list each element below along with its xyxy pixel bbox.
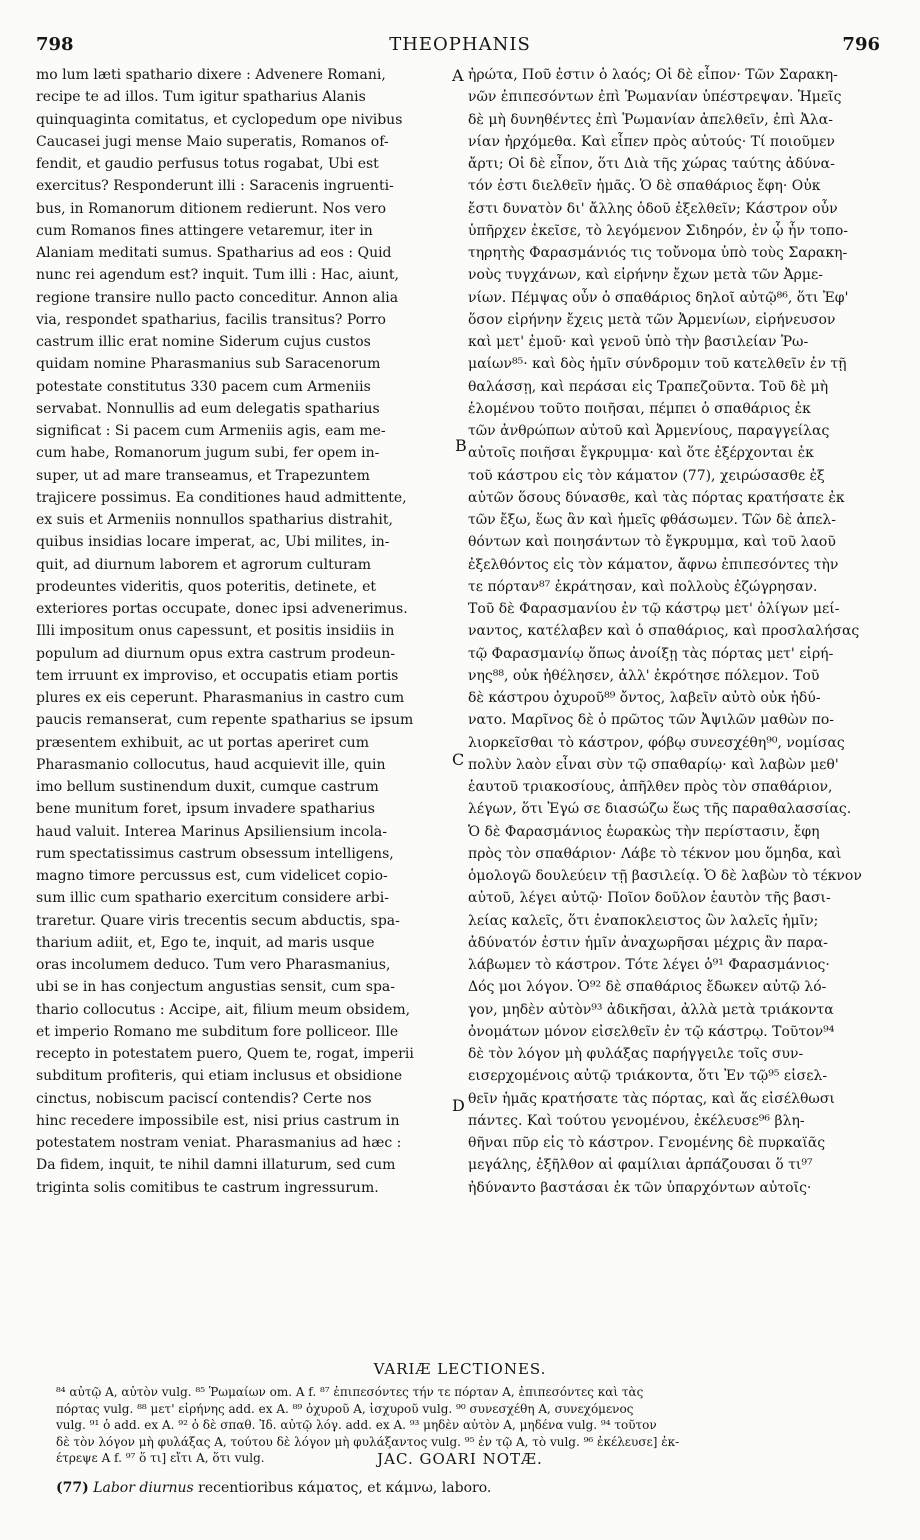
section-marker-a: A xyxy=(452,66,464,85)
latin-text-line: servabat. Nonnullis ad eum delegatis spatharius xyxy=(36,400,380,417)
greek-text-line: Ὁ δὲ Φαρασμάνιος ἑωρακὼς τὴν περίστασιν, ἔφη xyxy=(468,823,820,840)
greek-text-line: τῷ Φαρασμανίῳ ὅπως ἀνοίξῃ τὰς πόρτας μετ' εἰρή- xyxy=(468,645,834,662)
latin-text-line: tem irruunt ex improviso, et occupatis etiam portis xyxy=(36,667,399,684)
latin-text-line: regione transire nullo pacto conceditur. Annon alia xyxy=(36,289,399,306)
greek-text-line: ἠρώτα, Ποῦ ἐστιν ὁ λαός; Οἱ δὲ εἶπον· Τῶν Σαρακη- xyxy=(468,67,838,83)
greek-text-line: Δός μοι λόγον. Ὁ⁹² δὲ σπαθάριος ἔδωκεν αὐτῷ λό- xyxy=(468,979,827,996)
latin-text-line: Pharasmanio collocutus, haud acquievit ille, quin xyxy=(36,756,386,773)
greek-text-line: τῶν ἀνθρώπων αὐτοῦ καὶ Ἀρμενίους, παραγγείλας xyxy=(468,423,830,439)
variant-line: έτρεψε A f. ⁹⁷ ὅ τι] εἴτι A, ὅτι vulg. xyxy=(56,1451,265,1465)
section-marker-c: C xyxy=(452,750,465,769)
latin-text-line: super, ut ad mare transeamus, et Trapezuntem xyxy=(36,467,370,484)
greek-text-line: ἀδύνατόν ἐστιν ἡμῖν ἀναχωρῆσαι μέχρις ἂν παρα- xyxy=(468,934,828,951)
latin-text-line: quibus insidias locare imperat, ac, Ubi milites, in- xyxy=(36,534,390,551)
latin-text-line: fendit, et gaudio perfusus totus rogabat, Ubi est xyxy=(36,156,379,172)
latin-text-line: recepto in potestatem puero, Quem te, rogat, imperii xyxy=(36,1046,414,1062)
greek-text-line: λέγων, ὅτι Ἐγώ σε διασώζω ἕως τῆς παραθαλασσίας. xyxy=(468,801,852,818)
latin-text-line: mo lum læti spathario dixere : Advenere Romani, xyxy=(36,67,386,83)
greek-text-line: εισερχομένοις αὐτῷ τριάκοντα, ὅτι Ἐν τῷ⁹⁵ εἰσελ- xyxy=(468,1068,828,1085)
latin-text-line: quinquaginta comitatus, et cyclopedum ope nivibus xyxy=(36,111,403,128)
latin-text-line: cinctus, nobiscum paciscí contendis? Certe nos xyxy=(36,1090,372,1107)
greek-text-line: θαλάσσῃ, καὶ περάσαι εἰς Τραπεζοῦντα. Τοῦ δὲ μὴ xyxy=(468,378,829,395)
latin-text-line: quidam nomine Pharasmanius sub Saracenorum xyxy=(36,356,381,373)
greek-text-line: αὐτοῖς ποιῆσαι ἔγκρυμμα· καὶ ὅτε ἐξέρχονται ἐκ xyxy=(468,445,814,462)
greek-text-line: νης⁸⁸, οὐκ ἠθέλησεν, ἀλλ' ἐκρότησε πόλεμον. Τοῦ xyxy=(468,667,820,684)
latin-text-line: oras incolumem deduco. Tum vero Pharasmanius, xyxy=(36,957,391,973)
variant-line: δὲ τὸν λόγον μὴ φυλάξας A, τούτου δὲ λόγον μὴ φυλάξαντος vulg. ⁹⁵ ἐν τῷ A, τὸ vulg. ⁹⁶ ἐκέλευσε] ἐκ- xyxy=(56,1434,680,1449)
variant-line: vulg. ⁹¹ ὁ add. ex A. ⁹² ὁ δὲ σπαθ. Ἰδ. αὐτῷ λόγ. add. ex A. ⁹³ μηδὲν αὐτὸν A, μηδένα vulg. ⁹⁴ τοῦτον xyxy=(56,1418,657,1432)
greek-text-line: ὅσον εἰρήνην ἔχεις μετὰ τῶν Ἀρμενίων, εἰρήνευσον xyxy=(468,311,836,328)
latin-text-line: thario collocutus : Accipe, ait, filium meum obsidem, xyxy=(36,1001,411,1018)
latin-column xyxy=(36,64,448,1199)
latin-text-line: Illi impositum onus capessunt, et positis insidiis in xyxy=(36,623,395,640)
variant-line: ⁸⁴ αὐτῷ A, αὐτὸν vulg. ⁸⁵ Ῥωμαίων om. A f. ⁸⁷ ἐπιπεσόντες τήν τε πόρταν A, ἐπιπεσόντες καὶ τὰς xyxy=(56,1385,644,1399)
section-marker-b: B xyxy=(455,436,467,455)
greek-text-line: νοὺς τυγχάνων, καὶ εἰρήνην ἔχων μετὰ τῶν Ἀρμε- xyxy=(468,267,823,284)
greek-text-line: ἐξελθόντος εἰς τὸν κάματον, ἄφνω ἐπιπεσόντες τὴν xyxy=(468,556,839,573)
latin-text-line: tharium adiit, et, Ego te, inquit, ad maris usque xyxy=(36,934,375,951)
greek-text-line: θεῖν ἡμᾶς κρατήσατε τὰς πόρτας, καὶ ἅς εἰσέλθωσι xyxy=(468,1090,835,1107)
greek-text-line: ὀνομάτων μόνον εἰσελθεῖν ἐν τῷ κάστρῳ. Τοῦτον⁹⁴ xyxy=(468,1023,835,1040)
footnote-lemma: Labor diurnus xyxy=(93,1480,194,1496)
latin-text-line: haud valuit. Interea Marinus Apsiliensium incola- xyxy=(36,823,388,840)
greek-text-line: πρὸς τὸν σπαθάριον· Λάβε τὸ τέκνον μου ὅμηδα, καὶ xyxy=(468,845,842,862)
page-number-right: 796 xyxy=(842,34,880,55)
greek-text-line: ὑπῆρχεν ἐκεῖσε, τὸ λεγόμενον Σιδηρόν, ἐν ᾧ ἦν τοπο- xyxy=(468,222,849,239)
greek-text-line: τοῦ κάστρου εἰς τὸν κάματον (77), χειρώσασθε ἐξ xyxy=(468,467,825,484)
latin-text-line: rum spectatissimus castrum obsessum intelligens, xyxy=(36,845,394,862)
latin-text-line: potestate constitutus 330 pacem cum Armeniis xyxy=(36,378,371,395)
greek-text-line: πάντες. Καὶ τούτου γενομένου, ἐκέλευσε⁹⁶ βλη- xyxy=(468,1112,805,1129)
latin-text-line: ubi se in has conjectum angustias sensit, cum spa- xyxy=(36,979,395,996)
greek-text-line: τε πόρταν⁸⁷ ἐκράτησαν, καὶ πολλοὺς ἐζώγρησαν. xyxy=(468,578,818,595)
greek-text-line: λείας καλεῖς, ὅτι ἐναποκλειστος ὢν λαλεῖς ἡμῖν; xyxy=(468,912,819,929)
latin-text-line: significat : Si pacem cum Armeniis agis, eam me- xyxy=(36,423,386,439)
greek-column xyxy=(468,64,888,1199)
greek-text-line: θόντων καὶ ποιησάντων τὸ ἔγκρυμμα, καὶ τοῦ λαοῦ xyxy=(468,534,836,551)
greek-text-line: τῶν ἔξω, ἕως ἂν καὶ ἡμεῖς φθάσωμεν. Τῶν δὲ ἀπελ- xyxy=(468,512,836,528)
latin-text-line: bene munitum foret, ipsum invadere spatharius xyxy=(36,801,375,818)
greek-text-line: μαίων⁸⁵· καὶ δὸς ἡμῖν σύνδρομιν τοῦ κατελθεῖν ἐν τῇ xyxy=(468,356,847,373)
greek-text-line: ἑλομένου τοῦτο ποιῆσαι, πέμπει ὁ σπαθάριος ἐκ xyxy=(468,400,811,417)
latin-text-line: via, respondet spatharius, facilis transitus? Porro xyxy=(36,311,386,328)
greek-text-line: ἄρτι; Οἱ δὲ εἶπον, ὅτι Διὰ τῆς χώρας ταύτης ἀδύνα- xyxy=(468,156,835,172)
latin-text-line: recipe te ad illos. Tum igitur spatharius Alanis xyxy=(36,89,366,106)
latin-text-line: cum habe, Romanorum jugum subi, fer opem in- xyxy=(36,445,380,462)
greek-text-line: δὲ κάστρου ὀχυροῦ⁸⁹ ὄντος, λαβεῖν αὐτὸ οὐκ ἠδύ- xyxy=(468,690,821,706)
latin-text-line: paucis remanserat, cum repente spatharius se ipsum xyxy=(36,712,414,729)
latin-text-line: exercitus? Responderunt illi : Saracenis ingruenti- xyxy=(36,178,394,195)
greek-text-line: ἑαυτοῦ τριακοσίους, ἀπῆλθεν πρὸς τὸν σπαθάριον, xyxy=(468,779,833,795)
greek-text-line: τηρητὴς Φαρασμάνιός τις τοὔνομα ὑπὸ τοὺς Σαρακη- xyxy=(468,245,848,261)
running-title: THEOPHANIS xyxy=(389,34,531,55)
greek-text-line: μεγάλης, ἐξῆλθον αἱ φαμίλιαι ἁρπάζουσαι ὅ τι⁹⁷ xyxy=(468,1157,813,1174)
greek-text-line: δὲ τὸν λόγον μὴ φυλάξας παρήγγειλε τοῖς συν- xyxy=(468,1046,804,1062)
latin-text-line: castrum illic erat nomine Siderum cujus custos xyxy=(36,334,371,350)
latin-text-line: bus, in Romanorum ditionem redierunt. Nos vero xyxy=(36,200,387,217)
greek-text-line: ὁμολογῶ δουλεύειν τῇ βασιλείᾳ. Ὁ δὲ λαβὼν τὸ τέκνον xyxy=(468,868,862,884)
greek-text-line: νῶν ἐπιπεσόντων ἐπὶ Ῥωμανίαν ὑπέστρεψαν. Ἡμεῖς xyxy=(468,89,842,106)
greek-text-line: ἔστι δυνατὸν δι' ἄλλης ὁδοῦ ἐξελθεῖν; Κάστρον οὖν xyxy=(468,200,838,217)
greek-text-line: γον, μηδὲν αὐτὸν⁹³ ἀδικῆσαι, ἀλλὰ μετὰ τριάκοντα xyxy=(468,1001,834,1018)
latin-text-line: subditum profiteris, qui etiam inclusus et obsidione xyxy=(36,1068,403,1085)
greek-text-line: θῆναι πῦρ εἰς τὸ κάστρον. Γενομένης δὲ πυρκαϊᾶς xyxy=(468,1135,826,1151)
latin-text-line: prodeuntes videritis, quos poteritis, detinete, et xyxy=(36,578,376,595)
greek-text-line: δὲ μὴ δυνηθέντες ἐπὶ Ῥωμανίαν ἀπελθεῖν, ἐπὶ Ἀλα- xyxy=(468,111,833,128)
greek-text-line: λάβωμεν τὸ κάστρον. Τότε λέγει ὁ⁹¹ Φαρασμάνιος· xyxy=(468,957,830,973)
latin-text-line: et imperio Romano me subditum fore polliceor. Ille xyxy=(36,1023,399,1040)
latin-text-line: plures ex eis ceperunt. Pharasmanius in castro cum xyxy=(36,690,405,706)
page-number-left: 798 xyxy=(36,34,74,55)
greek-text-line: Τοῦ δὲ Φαρασμανίου ἐν τῷ κάστρῳ μετ' ὀλίγων μεί- xyxy=(468,601,840,617)
latin-text-line: potestatem nostram veniat. Pharasmanius ad hæc : xyxy=(36,1135,402,1151)
latin-text-line: populum ad diurnum opus extra castrum prodeun- xyxy=(36,645,396,662)
notes-heading: JAC. GOARI NOTÆ. xyxy=(377,1450,543,1468)
latin-text-line: triginta solis comitibus te castrum ingressurum. xyxy=(36,1179,379,1196)
footnote-text: recentioribus κάματος, et κάμνω, laboro. xyxy=(193,1480,492,1496)
variant-line: πόρτας vulg. ⁸⁸ μετ' εἰρήνης add. ex A. ⁸⁹ ὀχυροῦ A, ἰσχυροῦ vulg. ⁹⁰ συνεσχέθη A, συνεχόμενος xyxy=(56,1401,634,1416)
greek-text-line: νίαν ἠρχόμεθα. Καὶ εἶπεν πρὸς αὐτούς· Τί ποιοῦμεν xyxy=(468,133,835,150)
latin-text-line: Alaniam meditati sumus. Spatharius ad eos : Quid xyxy=(36,245,392,261)
greek-text-line: τόν ἐστι διελθεῖν ἡμᾶς. Ὁ δὲ σπαθάριος ἔφη· Οὐκ xyxy=(468,178,821,195)
greek-text-line: αὐτοῦ, λέγει αὐτῷ· Ποῖον δοῦλον ἑαυτὸν τῆς βασι- xyxy=(468,890,831,907)
footnote-number: (77) xyxy=(56,1480,89,1496)
latin-text-line: quit, ad diurnum laborem et agrorum culturam xyxy=(36,556,372,573)
section-marker-d: D xyxy=(452,1096,465,1115)
latin-text-line: cum Romanos fines attingere vetaremur, iter in xyxy=(36,222,373,239)
latin-text-line: Caucasei jugi mense Maio superatis, Romanos of- xyxy=(36,133,389,150)
latin-text-line: sum illic cum spathario exercitum considere arbi- xyxy=(36,890,389,907)
greek-text-line: αὐτῶν ὅσους δύνασθε, καὶ τὰς πόρτας κρατήσατε ἐκ xyxy=(468,489,845,506)
latin-text-line: hinc recedere impossibile est, nisi prius castrum in xyxy=(36,1112,400,1129)
greek-text-line: λιορκεῖσθαι τὸ κάστρον, φόβῳ συνεσχέθη⁹⁰, νομίσας xyxy=(468,734,845,751)
latin-text-line: exteriores portas occupate, donec ipsi advenerimus. xyxy=(36,601,408,617)
latin-text-line: traretur. Quare viris trecentis secum abductis, spa- xyxy=(36,912,400,929)
greek-text-line: καὶ μετ' ἐμοῦ· καὶ γενοῦ ὑπὸ τὴν βασιλείαν Ῥω- xyxy=(468,334,809,350)
greek-text-line: ἠδύναντο βαστάσαι ἐκ τῶν ὑπαρχόντων αὐτοῖς· xyxy=(468,1179,812,1196)
greek-text-line: ναντος, κατέλαβεν καὶ ὁ σπαθάριος, καὶ προσλαλήσας xyxy=(468,623,860,640)
latin-text-line: ex suis et Armeniis nonnullos spatharius distrahit, xyxy=(36,512,393,528)
greek-text-line: νατο. Μαρῖνος δὲ ὁ πρῶτος τῶν Ἀψιλῶν μαθὼν πο- xyxy=(468,712,835,729)
footnote xyxy=(56,1480,886,1496)
latin-text-line: Da fidem, inquit, te nihil damni illaturum, sed cum xyxy=(36,1157,396,1174)
greek-text-line: πολὺν λαὸν εἶναι σὺν τῷ σπαθαρίῳ· καὶ λαβὼν μεθ' xyxy=(468,756,839,773)
greek-text-line: νίων. Πέμψας οὖν ὁ σπαθάριος δηλοῖ αὐτῷ⁸⁶, ὅτι Ἐφ' xyxy=(468,289,849,306)
latin-text-line: præsentem exhibuit, ac ut portas aperiret cum xyxy=(36,734,369,751)
variae-lectiones-heading: VARIÆ LECTIONES. xyxy=(373,1360,547,1378)
latin-text-line: imo bellum sustinendum duxit, cumque castrum xyxy=(36,779,379,795)
latin-text-line: trajicere possimus. Ea conditiones haud admittente, xyxy=(36,489,407,506)
latin-text-line: nunc rei agendum est? inquit. Tum illi : Hac, aiunt, xyxy=(36,267,399,284)
latin-text-line: magno timore percussus est, cum videlicet copio- xyxy=(36,868,388,884)
